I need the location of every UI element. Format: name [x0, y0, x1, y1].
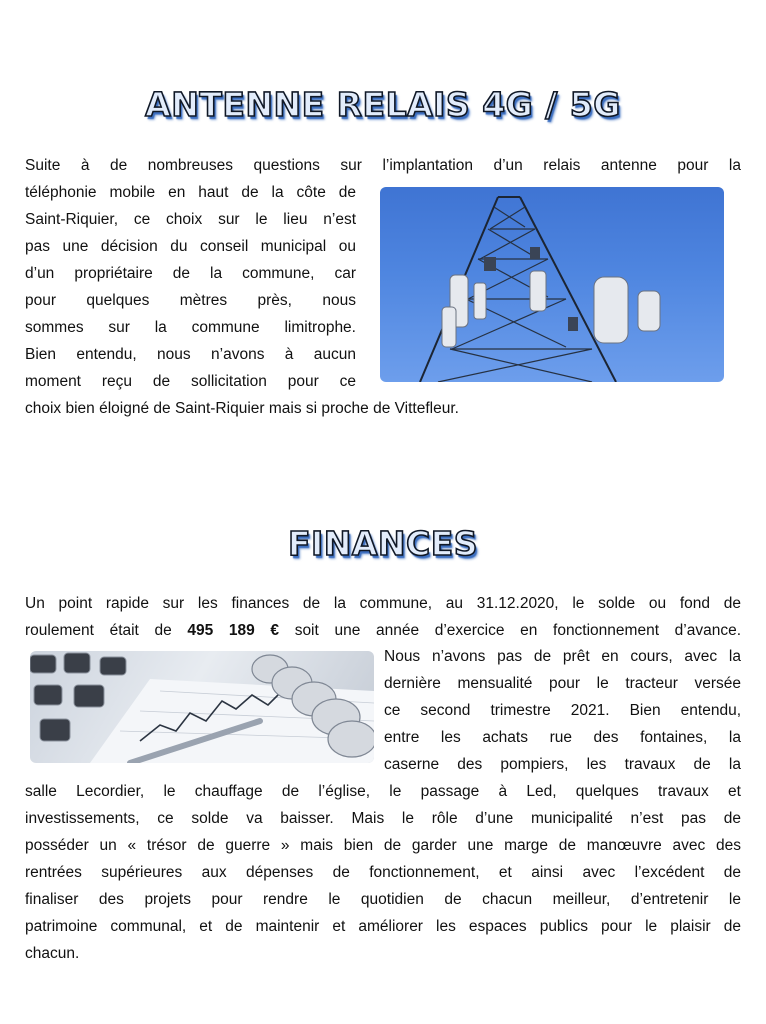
paragraph-line: pour quelques mètres près, nous: [25, 292, 356, 309]
paragraph-line: ce second trimestre 2021. Bien entendu,: [384, 702, 741, 719]
section-title-finances: FINANCES: [287, 524, 479, 563]
paragraph-line: Un point rapide sur les finances de la commune, au 31.12.2020, le solde ou fond de: [25, 595, 741, 612]
paragraph-line: téléphonie mobile en haut de la côte de: [25, 184, 356, 201]
paragraph-line: moment reçu de sollicitation pour ce: [25, 373, 356, 390]
paragraph-line: pas une décision du conseil municipal ou: [25, 238, 356, 255]
paragraph-line: entre les achats rue des fontaines, la: [384, 729, 741, 746]
cell-tower-illustration: [380, 187, 724, 382]
paragraph-line: posséder un « trésor de guerre » mais bien de garder une marge de manœuvre avec des: [25, 837, 741, 854]
paragraph-line: rentrées supérieures aux dépenses de fonctionnement, et ainsi avec l’excédent de: [25, 864, 741, 881]
paragraph-line: caserne des pompiers, les travaux de la: [384, 756, 741, 773]
coins-calculator-finance-photo: [30, 651, 374, 763]
paragraph-line: Nous n’avons pas de prêt en cours, avec la: [384, 648, 741, 665]
paragraph-line: chacun.: [25, 945, 80, 962]
paragraph-line: Bien entendu, nous n’avons à aucun: [25, 346, 356, 363]
paragraph-line: choix bien éloigné de Saint-Riquier mais si proche de Vittefleur.: [25, 400, 459, 417]
cell-tower-antenna-photo: [380, 187, 724, 382]
paragraph-line: Saint-Riquier, ce choix sur le lieu n’est: [25, 211, 356, 228]
paragraph-line: salle Lecordier, le chauffage de l’église, le passage à Led, quelques travaux et: [25, 783, 741, 800]
paragraph-line: sommes sur la commune limitrophe.: [25, 319, 356, 336]
paragraph-line: finaliser des projets pour rendre le quotidien de chacun meilleur, d’entretenir le: [25, 891, 741, 908]
paragraph-line: [25, 617, 741, 644]
paragraph-line: dernière mensualité pour le tracteur versée: [384, 675, 741, 692]
section-title-antenne: ANTENNE RELAIS 4G / 5G: [145, 85, 621, 124]
text-run: soit une année d’exercice en fonctionnement d’avance.: [279, 622, 741, 639]
text-run: roulement était de: [25, 622, 188, 639]
paragraph-line: d’un propriétaire de la commune, car: [25, 265, 356, 282]
paragraph-line: Suite à de nombreuses questions sur l’implantation d’un relais antenne pour la: [25, 157, 741, 174]
finance-illustration: [30, 651, 374, 763]
paragraph-line: investissements, ce solde va baisser. Mais le rôle d’une municipalité n’est pas de: [25, 810, 741, 827]
balance-amount: 495 189 €: [187, 622, 280, 639]
paragraph-line: patrimoine communal, et de maintenir et améliorer les espaces publics pour le plaisir de: [25, 918, 741, 935]
